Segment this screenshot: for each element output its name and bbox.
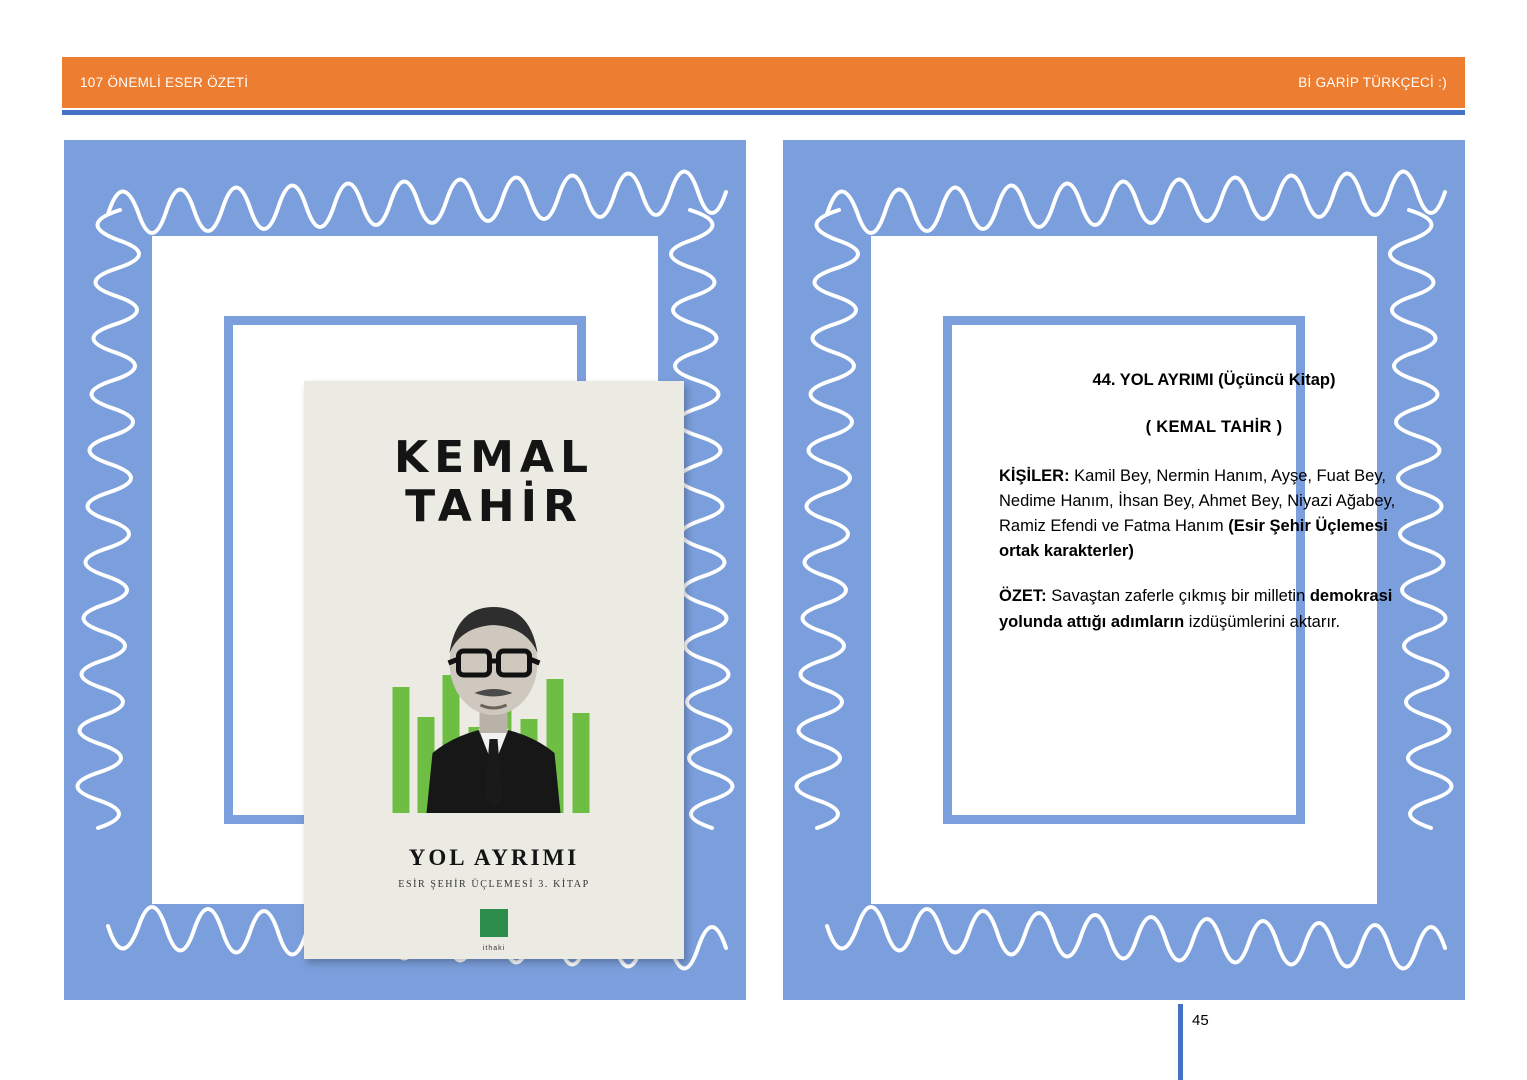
characters-paragraph — [999, 464, 1429, 564]
summary-paragraph — [999, 584, 1429, 634]
footer-vertical-rule — [1178, 1004, 1183, 1080]
characters-text: Kamil Bey, Nermin Hanım, Ayşe, Fuat Bey, Nedime Hanım, İhsan Bey, Ahmet Bey, Niyazi Ağabey, Ramiz Efendi ve Fatma Hanım — [999, 467, 1396, 536]
summary-label: ÖZET: — [999, 587, 1047, 606]
summary-text-part-2: izdüşümlerini aktarır. — [1184, 612, 1341, 631]
summary-bold-phrase: demokrasi yolunda attığı adımların — [999, 587, 1393, 631]
book-cover-author — [304, 433, 684, 532]
book-cover-portrait-illustration — [387, 567, 602, 817]
left-page-panel — [64, 140, 746, 1000]
summary-text-part-1: Savaştan zaferle çıkmış bir milletin — [1046, 587, 1310, 606]
summary-text-block — [999, 368, 1429, 655]
work-author-line: ( KEMAL TAHİR ) — [1145, 418, 1283, 437]
publisher-logo-icon — [480, 909, 508, 937]
header-right-label: Bİ GARİP TÜRKÇECİ :) — [1298, 75, 1447, 90]
header-underline — [62, 110, 1465, 115]
book-cover-publisher — [304, 909, 684, 952]
publisher-name: ithaki — [482, 945, 506, 952]
characters-bold-tail: (Esir Şehir Üçlemesi ortak karakterler) — [999, 517, 1388, 561]
characters-label: KİŞİLER: — [999, 467, 1070, 486]
header-left-label: 107 ÖNEMLİ ESER ÖZETİ — [80, 75, 249, 90]
book-cover-series: ESİR ŞEHİR ÜÇLEMESİ 3. KİTAP — [398, 879, 590, 890]
book-cover-author-line1: KEMAL — [393, 432, 595, 483]
right-page-panel — [783, 140, 1465, 1000]
right-page-card — [871, 236, 1396, 904]
work-title-heading: 44. YOL AYRIMI (Üçüncü Kitap) — [1092, 371, 1336, 389]
page-number: 45 — [1192, 1012, 1209, 1029]
book-cover-title: YOL AYRIMI — [408, 845, 580, 870]
left-page-card — [152, 236, 658, 952]
book-cover-image — [304, 381, 684, 959]
book-cover-author-line2: TAHİR — [405, 481, 583, 533]
document-header-bar — [62, 57, 1465, 108]
